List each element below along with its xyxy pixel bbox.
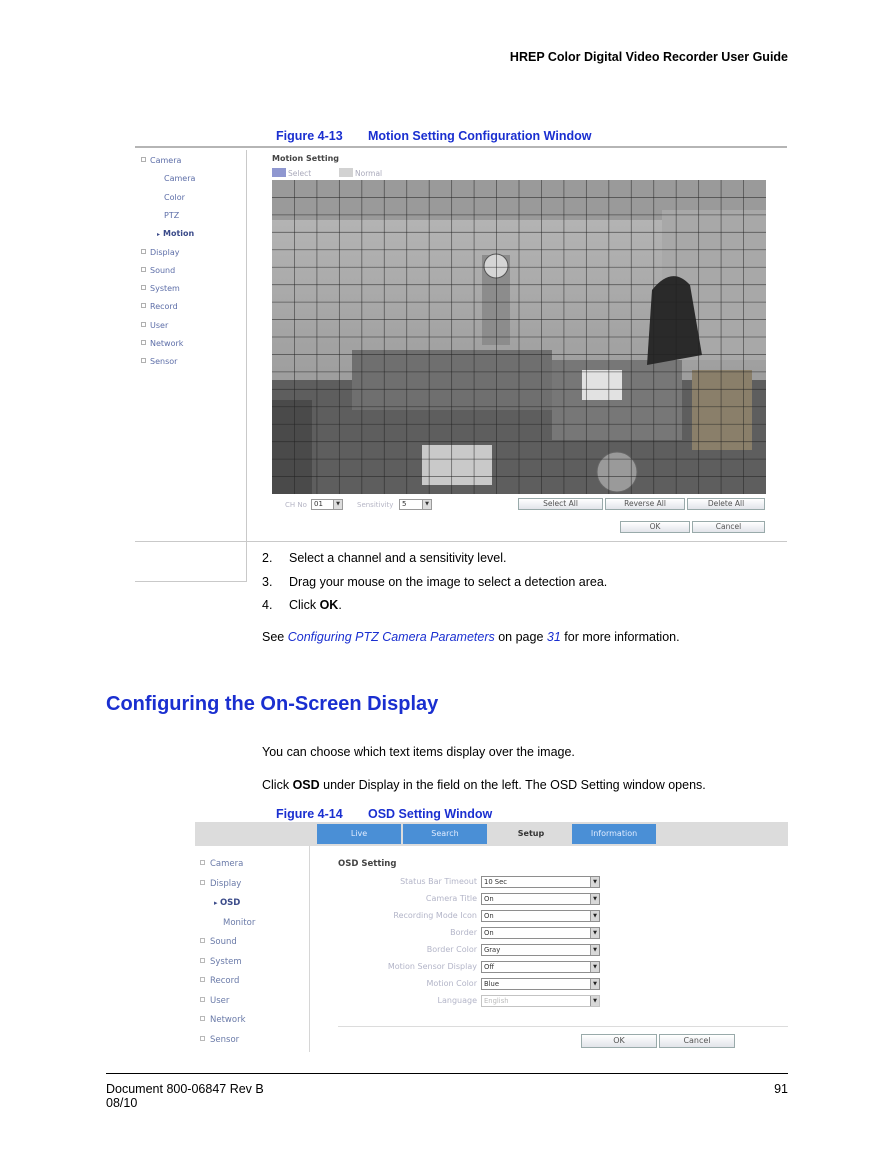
- select-value: Off: [484, 963, 495, 971]
- sensitivity-value: 5: [402, 500, 407, 508]
- tree-item-sensor[interactable]: [141, 357, 177, 366]
- field-label-border: Border: [450, 928, 477, 937]
- expand-icon: [200, 977, 205, 982]
- expand-icon: [200, 958, 205, 963]
- tree-item-label: Camera: [164, 174, 196, 184]
- field-label-language: Language: [437, 996, 477, 1005]
- tree-item-label: Record: [150, 302, 178, 312]
- expand-icon: [141, 267, 146, 272]
- tree-item-motion[interactable]: [157, 229, 194, 238]
- tree-item-osd[interactable]: [214, 898, 240, 908]
- document-number: Document 800-06847 Rev B: [106, 1082, 264, 1096]
- expand-icon: [200, 997, 205, 1002]
- footer-rule: [106, 1073, 788, 1074]
- step-number: 2.: [262, 551, 273, 565]
- running-header: HREP Color Digital Video Recorder User Guide: [509, 50, 788, 64]
- tree-item-network[interactable]: [141, 339, 183, 348]
- tree-item-network[interactable]: [200, 1015, 246, 1025]
- select-value: Gray: [484, 946, 501, 954]
- select-value: On: [484, 929, 494, 937]
- legend-normal: [339, 168, 382, 178]
- delete-all-button[interactable]: Delete All: [687, 498, 765, 510]
- step-text-part: Click: [289, 598, 320, 612]
- tab-setup[interactable]: Setup: [517, 829, 545, 838]
- setup-tree-panel: [195, 846, 310, 1052]
- chevron-down-icon: ▼: [590, 945, 599, 955]
- tree-item-system[interactable]: [141, 284, 180, 293]
- text-part: Click: [262, 778, 293, 792]
- channel-select[interactable]: [311, 499, 343, 510]
- text-part: for more information.: [560, 630, 680, 644]
- field-label-border-color: Border Color: [426, 945, 477, 954]
- tree-item-label: User: [210, 995, 230, 1006]
- step-text-part: .: [338, 598, 342, 612]
- tree-item-sound[interactable]: [200, 937, 237, 947]
- ok-button[interactable]: OK: [581, 1034, 657, 1048]
- select-value: 10 Sec: [484, 878, 508, 886]
- expand-icon: [200, 1036, 205, 1041]
- tree-item-system[interactable]: [200, 957, 242, 967]
- osd-setting-window: [195, 822, 788, 1052]
- recording-mode-icon-select[interactable]: [481, 910, 600, 922]
- tree-item-label: Sound: [150, 265, 176, 275]
- tree-item-label: Network: [150, 339, 184, 348]
- language-select: [481, 995, 600, 1007]
- expand-icon: [141, 285, 146, 290]
- sensitivity-select[interactable]: [399, 499, 432, 510]
- bold-text: OSD: [292, 778, 320, 792]
- tab-bar: [195, 822, 788, 846]
- motion-sensor-display-select[interactable]: [481, 961, 600, 973]
- ok-button[interactable]: OK: [620, 521, 690, 533]
- tree-item-record[interactable]: [200, 976, 239, 986]
- chevron-down-icon: ▼: [333, 500, 342, 509]
- expand-icon: [200, 1016, 205, 1021]
- select-value: On: [484, 895, 494, 903]
- chevron-down-icon: ▼: [590, 979, 599, 989]
- page-link[interactable]: 31: [546, 630, 561, 644]
- tree-item-display[interactable]: [200, 879, 241, 889]
- chevron-down-icon: ▼: [422, 500, 431, 509]
- motion-detection-grid[interactable]: [272, 180, 766, 494]
- document-date: 08/10: [106, 1096, 138, 1110]
- motion-grid-overlay: [272, 180, 766, 494]
- paragraph: You can choose which text items display over the image.: [262, 745, 575, 759]
- figure-14-caption: [276, 807, 492, 821]
- select-swatch: [272, 168, 286, 177]
- tree-item-display[interactable]: [141, 248, 180, 257]
- chevron-down-icon: ▼: [590, 894, 599, 904]
- expand-icon: [141, 303, 146, 308]
- tree-item-label: Sensor: [150, 357, 178, 367]
- paragraph: [262, 778, 706, 792]
- figure-title: OSD Setting Window: [368, 807, 493, 821]
- tree-item-camera[interactable]: [141, 156, 181, 165]
- tree-item-label: Display: [210, 878, 242, 889]
- text-part: on page: [494, 630, 547, 644]
- tree-item-label: Camera: [210, 859, 244, 869]
- motion-setting-title: Motion Setting: [272, 154, 339, 163]
- legend-select-label: Select: [288, 169, 312, 178]
- step-bold: OK: [319, 598, 339, 612]
- tree-item-label: System: [150, 284, 180, 294]
- tree-item-camera[interactable]: [164, 174, 195, 183]
- step-text: Select a channel and a sensitivity level.: [289, 551, 507, 565]
- ch-no-label: CH No: [285, 501, 307, 509]
- field-label-motion-sensor-display: Motion Sensor Display: [387, 962, 477, 971]
- figure-title: Motion Setting Configuration Window: [368, 129, 592, 143]
- tree-item-label: OSD: [219, 898, 241, 908]
- select-value: English: [484, 997, 509, 1005]
- ptz-link[interactable]: Configuring PTZ Camera Parameters: [287, 630, 495, 644]
- tree-item-label: Motion: [163, 229, 195, 239]
- expand-icon: [141, 340, 146, 345]
- tab-search[interactable]: Search: [403, 824, 487, 844]
- sensitivity-label: Sensitivity: [357, 501, 394, 509]
- field-label-status-bar-timeout: Status Bar Timeout: [400, 877, 477, 886]
- step-text: [289, 598, 342, 612]
- tab-live[interactable]: Live: [317, 824, 401, 844]
- chevron-down-icon: ▼: [590, 962, 599, 972]
- tree-item-label: Camera: [150, 156, 182, 165]
- text-part: under Display in the field on the left. The OSD Setting window opens.: [319, 778, 706, 792]
- footer-document: [106, 1082, 264, 1110]
- border-select[interactable]: [481, 927, 600, 939]
- page-number: 91: [774, 1082, 788, 1096]
- expand-icon: [200, 880, 205, 885]
- select-value: On: [484, 912, 494, 920]
- figure-number: Figure 4-14: [276, 807, 343, 821]
- tree-item-label: Record: [210, 976, 240, 986]
- tab-information[interactable]: Information: [572, 824, 656, 844]
- tree-item-monitor[interactable]: [223, 918, 255, 928]
- chevron-down-icon: ▼: [590, 911, 599, 921]
- see-also-paragraph: [262, 630, 680, 644]
- tree-item-label: Sensor: [210, 1034, 240, 1045]
- tree-item-label: Network: [210, 1015, 246, 1025]
- setup-tree-panel: [135, 150, 247, 582]
- divider: [338, 1026, 788, 1027]
- tree-item-color[interactable]: [164, 193, 185, 202]
- section-heading: Configuring the On-Screen Display: [106, 693, 439, 715]
- tree-item-label: Monitor: [223, 917, 256, 928]
- chevron-down-icon: ▼: [590, 928, 599, 938]
- field-label-recording-mode-icon: Recording Mode Icon: [393, 911, 477, 920]
- step-number: 4.: [262, 598, 273, 612]
- select-value: Blue: [484, 980, 500, 988]
- tree-item-label: Display: [150, 247, 180, 257]
- step-number: 3.: [262, 574, 273, 589]
- chevron-down-icon: ▼: [590, 996, 599, 1006]
- step-text: Drag your mouse on the image to select a detection area.: [289, 574, 608, 589]
- tree-item-sound[interactable]: [141, 266, 175, 275]
- tree-item-label: System: [210, 956, 242, 967]
- tree-item-ptz[interactable]: [164, 211, 179, 220]
- tree-item-camera[interactable]: [200, 859, 243, 869]
- chevron-down-icon: ▼: [590, 877, 599, 887]
- figure-13-caption: [276, 129, 591, 143]
- tree-item-user[interactable]: [141, 321, 168, 330]
- field-label-motion-color: Motion Color: [426, 979, 477, 988]
- osd-setting-title: OSD Setting: [338, 859, 397, 869]
- tree-item-sensor[interactable]: [200, 1035, 239, 1045]
- expand-icon: [141, 157, 146, 162]
- reverse-all-button[interactable]: Reverse All: [605, 498, 685, 510]
- expand-icon: [141, 322, 146, 327]
- border-color-select[interactable]: [481, 944, 600, 956]
- channel-value: 01: [314, 500, 323, 508]
- field-label-camera-title: Camera Title: [425, 894, 477, 903]
- selected-arrow-icon: ▸: [214, 899, 220, 907]
- tree-item-user[interactable]: [200, 996, 229, 1006]
- expand-icon: [141, 358, 146, 363]
- text-part: See: [262, 630, 288, 644]
- legend-select: [272, 168, 311, 178]
- tree-item-label: PTZ: [164, 210, 180, 220]
- camera-title-select[interactable]: [481, 893, 600, 905]
- cancel-button[interactable]: Cancel: [692, 521, 765, 533]
- status-bar-timeout-select[interactable]: [481, 876, 600, 888]
- tree-item-label: User: [150, 320, 169, 330]
- legend-normal-label: Normal: [355, 169, 383, 178]
- cancel-button[interactable]: Cancel: [659, 1034, 735, 1048]
- tree-item-label: Color: [164, 192, 185, 202]
- normal-swatch: [339, 168, 353, 177]
- figure-number: Figure 4-13: [276, 129, 343, 143]
- select-all-button[interactable]: Select All: [518, 498, 603, 510]
- tree-item-label: Sound: [210, 937, 237, 947]
- motion-color-select[interactable]: [481, 978, 600, 990]
- selected-arrow-icon: ▸: [157, 231, 161, 239]
- expand-icon: [200, 938, 205, 943]
- expand-icon: [141, 249, 146, 254]
- window-bottom-border: [135, 541, 787, 542]
- motion-setting-window: [135, 146, 787, 544]
- expand-icon: [200, 860, 205, 865]
- tree-item-record[interactable]: [141, 302, 178, 311]
